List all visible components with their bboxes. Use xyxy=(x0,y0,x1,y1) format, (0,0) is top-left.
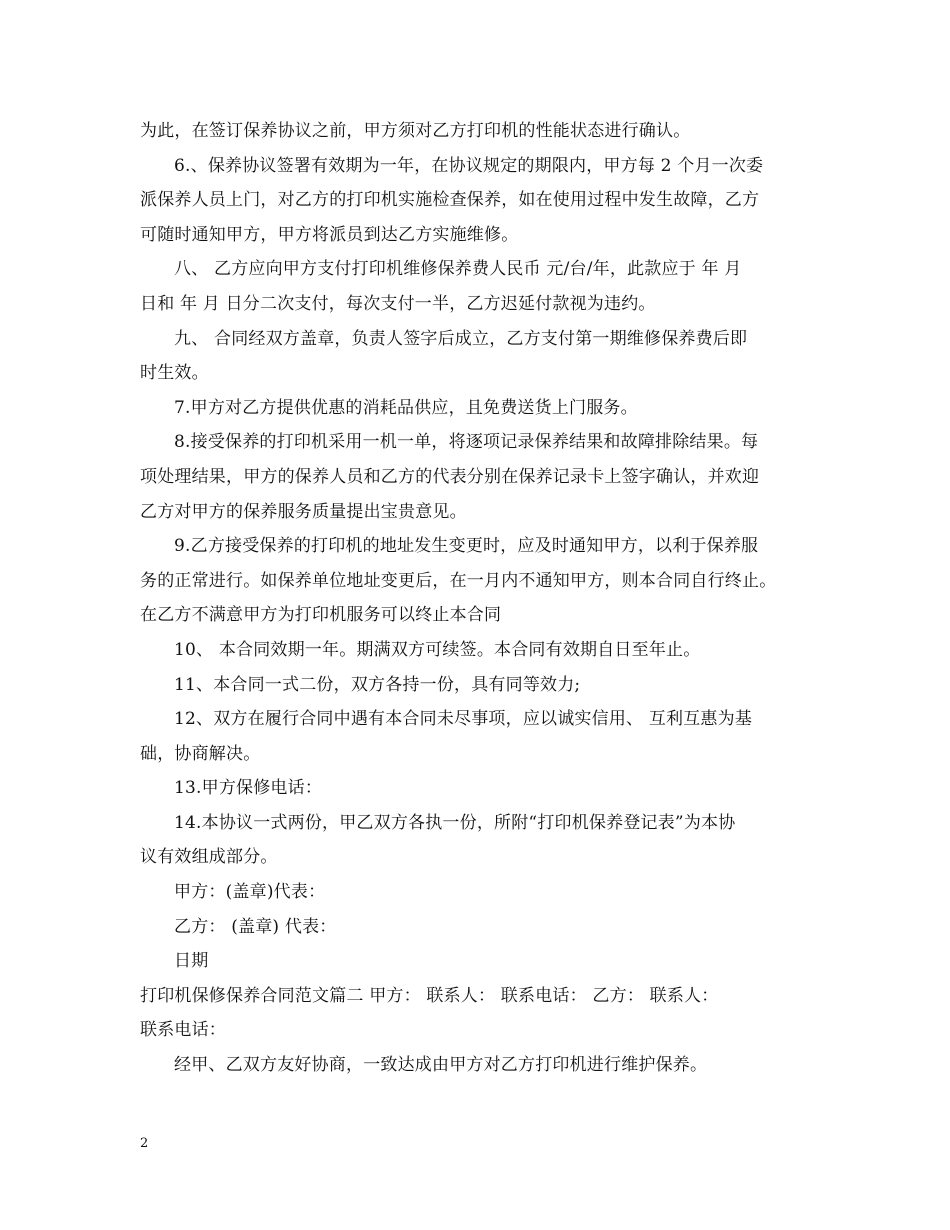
contact-phone-line: 联系电话： xyxy=(140,1020,226,1041)
clause-12-line: 12、双方在履行合同中遇有本合同未尽事项，应以诚实信用、 互利互惠为基 xyxy=(174,709,753,730)
text-line: 日和 年 月 日分二次支付，每次支付一半，乙方迟延付款视为违约。 xyxy=(140,293,656,314)
clause-11-line: 11、本合同一式二份，双方各持一份，具有同等效力; xyxy=(174,674,581,695)
text-line: 在乙方不满意甲方为打印机服务可以终止本合同 xyxy=(140,605,502,626)
clause-8-line: 八、 乙方应向甲方支付打印机维修保养费人民币 元/台/年，此款应于 年 月 xyxy=(174,259,742,280)
text-line: 为此，在签订保养协议之前，甲方须对乙方打印机的性能状态进行确认。 xyxy=(140,121,691,141)
agreement-intro-line: 经甲、乙双方友好协商，一致达成由甲方对乙方打印机进行维护保养。 xyxy=(174,1055,708,1076)
text-line: 乙方对甲方的保养服务质量提出宝贵意见。 xyxy=(140,501,467,522)
clause-14-line: 14.本协议一式两份，甲乙双方各执一份，所附“打印机保养登记表”为本协 xyxy=(174,812,736,833)
clause-7-line: 7.甲方对乙方提供优惠的消耗品供应，且免费送货上门服务。 xyxy=(174,397,638,418)
clause-10-line: 10、 本合同效期一年。期满双方可续签。本合同有效期自日至年止。 xyxy=(174,639,701,660)
party-b-signature-line: 乙方： (盖章) 代表： xyxy=(174,916,337,937)
text-line: 派保养人员上门，对乙方的打印机实施检查保养，如在使用过程中发生故障，乙方 xyxy=(140,190,760,211)
text-line: 时生效。 xyxy=(140,363,209,384)
clause-6-line: 6.、保养协议签署有效期为一年，在协议规定的期限内，甲方每 2 个月一次委 xyxy=(174,155,764,176)
date-line: 日期 xyxy=(174,951,209,972)
page-number: 2 xyxy=(140,1136,149,1151)
clause-9-numbered-line: 9.乙方接受保养的打印机的地址发生变更时，应及时通知甲方，以利于保养服 xyxy=(174,536,759,557)
text-line: 议有效组成部分。 xyxy=(140,847,278,868)
text-line: 础，协商解决。 xyxy=(140,743,261,764)
document-body xyxy=(140,114,812,1083)
text-line: 可随时通知甲方，甲方将派员到达乙方实施维修。 xyxy=(140,224,519,245)
party-a-signature-line: 甲方：(盖章)代表： xyxy=(174,882,326,903)
text-line: 务的正常进行。如保养单位地址变更后，在一月内不通知甲方，则本合同自行终止。 xyxy=(140,570,777,591)
clause-8-numbered-line: 8.接受保养的打印机采用一机一单，将逐项记录保养结果和故障排除结果。每 xyxy=(174,432,759,453)
clause-9-line: 九、 合同经双方盖章，负责人签字后成立，乙方支付第一期维修保养费后即 xyxy=(174,328,748,349)
second-contract-title-line: 打印机保修保养合同范文篇二 甲方： 联系人： 联系电话： 乙方： 联系人： xyxy=(140,985,719,1006)
text-line: 项处理结果，甲方的保养人员和乙方的代表分别在保养记录卡上签字确认，并欢迎 xyxy=(140,466,760,487)
clause-13-line: 13.甲方保修电话： xyxy=(174,778,323,799)
